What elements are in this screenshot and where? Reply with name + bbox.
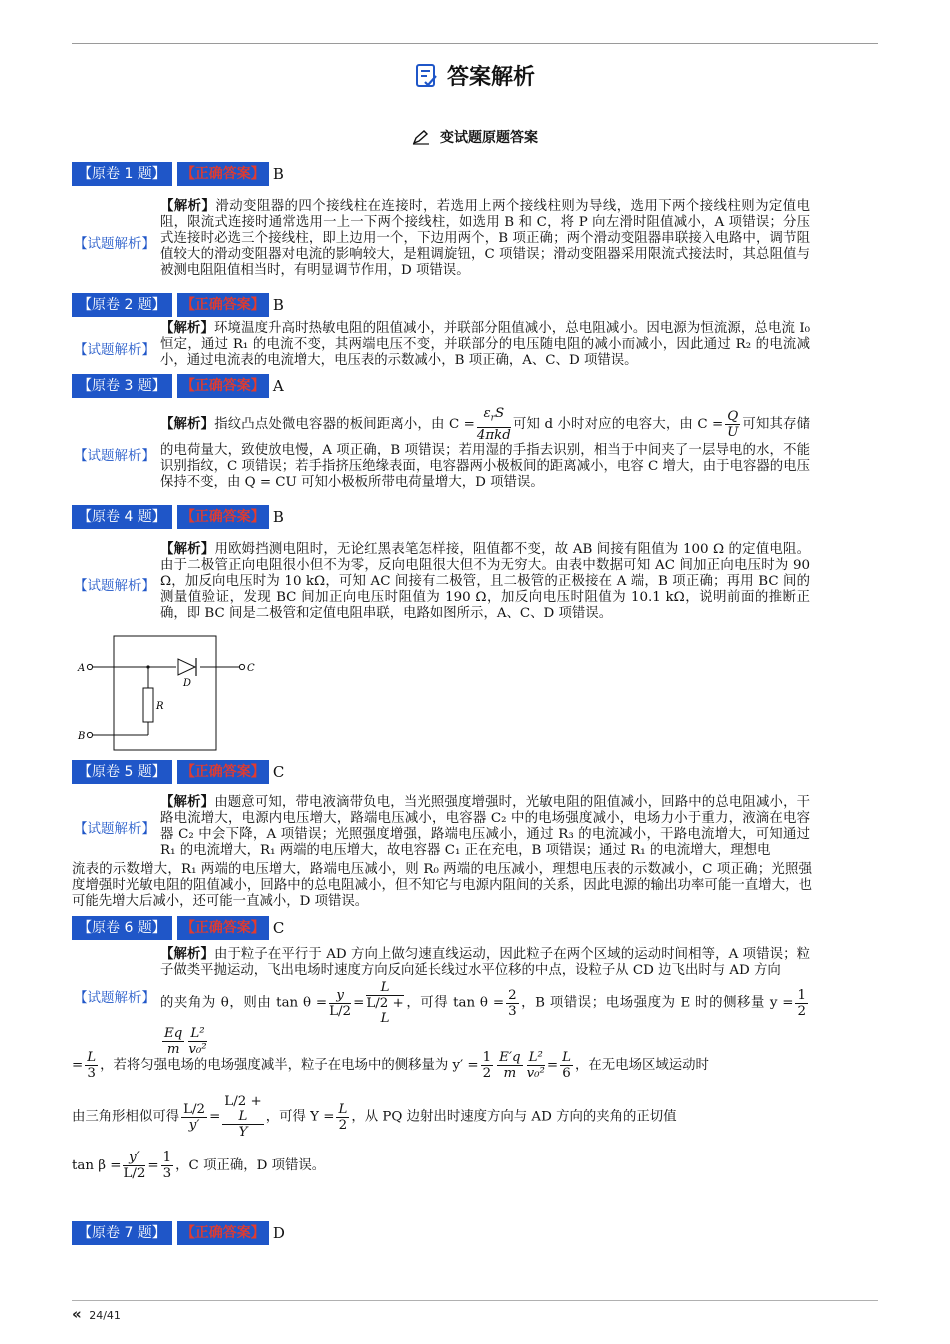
correct-answer-badge: 【正确答案】 [177, 505, 269, 529]
analysis-tag: 【试题解析】 [74, 236, 155, 252]
question-badge: 【原卷 1 题】 [72, 162, 172, 186]
analysis-text-3: 【解析】指纹凸点处微电容器的板间距离小，由 C = $\frac{\varepsilon_rS}{\text{4πkd}}$ 可知 d 小时对应的电容大，由 C = $\frac{Q}{U}$ 可知其存储的电荷量大，致使放电慢，A 项正确，B 项错误；若用湿的手指去识别，相当于中间夹了一层导电的水，不能识别指纹，C 项错误；若手指挤压绝缘表面，电容器两小极板间的距离减小，电容 C 增大，由于电容器的电压保持不变，由 Q = CU 可知小极板所带电荷量增大，D 项错误。 [160, 406, 811, 490]
analysis-tag: 【试题解析】 [74, 342, 155, 358]
question-badge: 【原卷 4 题】 [72, 505, 172, 529]
answer-sheet-icon [415, 63, 439, 95]
label-d: D [183, 678, 192, 689]
correct-answer: C [272, 919, 285, 937]
section-title [0, 127, 950, 149]
correct-answer-badge: 【正确答案】 [177, 1221, 269, 1245]
analysis-text-6c: = $\frac{L}{3}$ ，若将匀强电场的电场强度减半，粒子在电场中的侧移量为 y′ = $\frac{1}{2}$ $\frac{E'q}{m}$ $\frac{\text{L²}}{\text{v₀²}}$ = $\frac{L}{6}$ ，在无电场区域运动时 [72, 1050, 709, 1081]
question-badge: 【原卷 3 题】 [72, 374, 172, 398]
pen-icon [412, 129, 430, 149]
correct-answer-badge: 【正确答案】 [177, 293, 269, 317]
analysis-text-5a: 【解析】由题意可知，带电液滴带负电，当光照强度增强时，光敏电阻的阻值减小，回路中的总电阻减小，干路电流增大，电源内电压增大，路端电压减小，电容器 C₂ 中的电场强度减小，电场力小于重力，液滴在电容器 C₂ 中会下降，A 项错误；光照强度增强，路端电压减小，通过 R₃ 的电流减小，干路电流增大，可知通过 R₁ 的电流增大，R₁ 两端的电压增大，故电容器 C₁ 正在充电，B 项错误；通过 R₁ 的电流增大，理想电 [160, 794, 811, 858]
question-badge: 【原卷 7 题】 [72, 1221, 172, 1245]
circuit-diagram [72, 630, 272, 755]
analysis-text-2: 【解析】环境温度升高时热敏电阻的阻值减小，并联部分阻值减小，总电阻减小。因电源为恒流源，总电流 I₀ 恒定，通过 R₁ 的电流不变，其两端电压不变，并联部分的电压随电阻的减小而减小，因此通过 R₂ 的电流减小，通过电流表的电流增大，电压表的示数减小，B 项正确，A、C、D 项错误。 [160, 320, 810, 368]
correct-answer-badge: 【正确答案】 [177, 374, 269, 398]
correct-answer: B [272, 508, 284, 526]
question-header-1 [72, 162, 284, 186]
analysis-text-6b: 的夹角为 θ，则由 tan θ = $\frac{y}{L/2}$ = L L/2 + L ，可得 tan θ = $\frac{2}{3}$ ，B 项错误；电场强度为 E 时的侧移量 y = $\frac{1}{2}$ $\frac{Eq}{m}$ $\frac{\text{L²}}{\text{v₀²}}$ [160, 980, 807, 1057]
diode-symbol [178, 659, 195, 675]
correct-answer: D [272, 1224, 285, 1242]
terminal-b [87, 732, 92, 737]
analysis-tag: 【试题解析】 [74, 578, 155, 594]
analysis-text-5b: 流表的示数增大，R₁ 两端的电压增大，路端电压减小，则 R₀ 两端的电压减小，理想电压表的示数减小，C 项正确；光照强度增强时光敏电阻的阻值减小，回路中的总电阻减小，但不知它与电源内阻间的关系，因此电源的输出功率可能一直增大，也可能先增大后减小，还可能一直减小，D 项错误。 [72, 862, 812, 909]
label-a: A [78, 663, 86, 674]
page-title [0, 60, 950, 95]
analysis-text-4: 【解析】用欧姆挡测电阻时，无论红黑表笔怎样接，阻值都不变，故 AB 间接有阻值为 100 Ω 的定值电阻。由于二极管正向电阻很小但不为零，反向电阻很大但不为无穷大。由表中数据可知 AC 间加正向电压时为 90 Ω，加反向电压时为 10 kΩ，可知 AC 间接有二极管，且二极管的正极接在 A 端，B 项正确；再用 BC 间的测量值验证，发现 BC 间加正向电压时阻值为 190 Ω，加反向电压时阻值为 10.1 kΩ，说明前面的推断正确，即 BC 间是二极管和定值电阻串联，电路如图所示，A、C、D 项错误。 [160, 541, 811, 621]
question-header-6 [72, 916, 284, 940]
label-r: R [156, 701, 164, 712]
analysis-text-6e: tan β = $\frac{y'}{L/2}$ = $\frac{1}{3}$ ，C 项正确，D 项错误。 [72, 1150, 326, 1181]
analysis-tag: 【试题解析】 [74, 990, 155, 1006]
correct-answer: A [272, 377, 284, 395]
resistor-symbol [143, 688, 153, 722]
terminal-c [239, 664, 244, 669]
correct-answer: C [272, 763, 285, 781]
correct-answer: B [272, 165, 284, 183]
question-badge: 【原卷 2 题】 [72, 293, 172, 317]
question-header-2 [72, 293, 284, 317]
correct-answer-badge: 【正确答案】 [177, 760, 269, 784]
top-rule [72, 43, 878, 44]
bottom-rule [72, 1300, 878, 1301]
correct-answer-badge: 【正确答案】 [177, 916, 269, 940]
question-header-4 [72, 505, 284, 529]
question-badge: 【原卷 6 题】 [72, 916, 172, 940]
section-title-text: 变试题原题答案 [440, 130, 538, 146]
analysis-tag: 【试题解析】 [74, 821, 155, 837]
question-header-5 [72, 760, 284, 784]
correct-answer: B [272, 296, 284, 314]
page-number: 24/41 [89, 1309, 121, 1322]
question-header-3 [72, 374, 284, 398]
analysis-text-6a: 【解析】由于粒子在平行于 AD 方向上做匀速直线运动，因此粒子在两个区域的运动时间相等，A 项错误；粒子做类平抛运动，飞出电场时速度方向反向延长线过水平位移的中点，设粒子从 CD 边飞出时与 AD 方向 [160, 946, 811, 978]
page-title-text: 答案解析 [446, 65, 535, 90]
analysis-tag: 【试题解析】 [74, 448, 155, 464]
analysis-text-6d: 由三角形相似可得 $\frac{L/2}{y'}$ = L/2 + L Y ，可得 Y = $\frac{L}{2}$ ，从 PQ 边射出时速度方向与 AD 方向的夹角的正切值 [72, 1094, 677, 1140]
correct-answer-badge: 【正确答案】 [177, 162, 269, 186]
terminal-a [87, 664, 92, 669]
analysis-text-1: 【解析】滑动变阻器的四个接线柱在连接时，若选用上两个接线柱则为导线，选用下两个接线柱则为定值电阻，限流式连接时通常选用一上一下两个接线柱，如选用 B 和 C，将 P 向左滑时阻值减小，A 项错误；分压式连接时必选三个接线柱，即上边用一个，下边用两个，B 项正确；两个滑动变阻器串联接入电路中，调节阻值较大的滑动变阻器对电流的影响较大，是粗调旋钮，C 项错误；滑动变阻器采用限流式接法时，其总阻值与被测电阻阻值相当时，有明显调节作用，D 项错误。 [160, 198, 810, 278]
label-b: B [78, 731, 86, 742]
question-header-7 [72, 1221, 285, 1245]
question-badge: 【原卷 5 题】 [72, 760, 172, 784]
page-footer [72, 1305, 121, 1323]
label-c: C [247, 663, 255, 674]
double-left-arrow-icon: « [72, 1305, 82, 1323]
